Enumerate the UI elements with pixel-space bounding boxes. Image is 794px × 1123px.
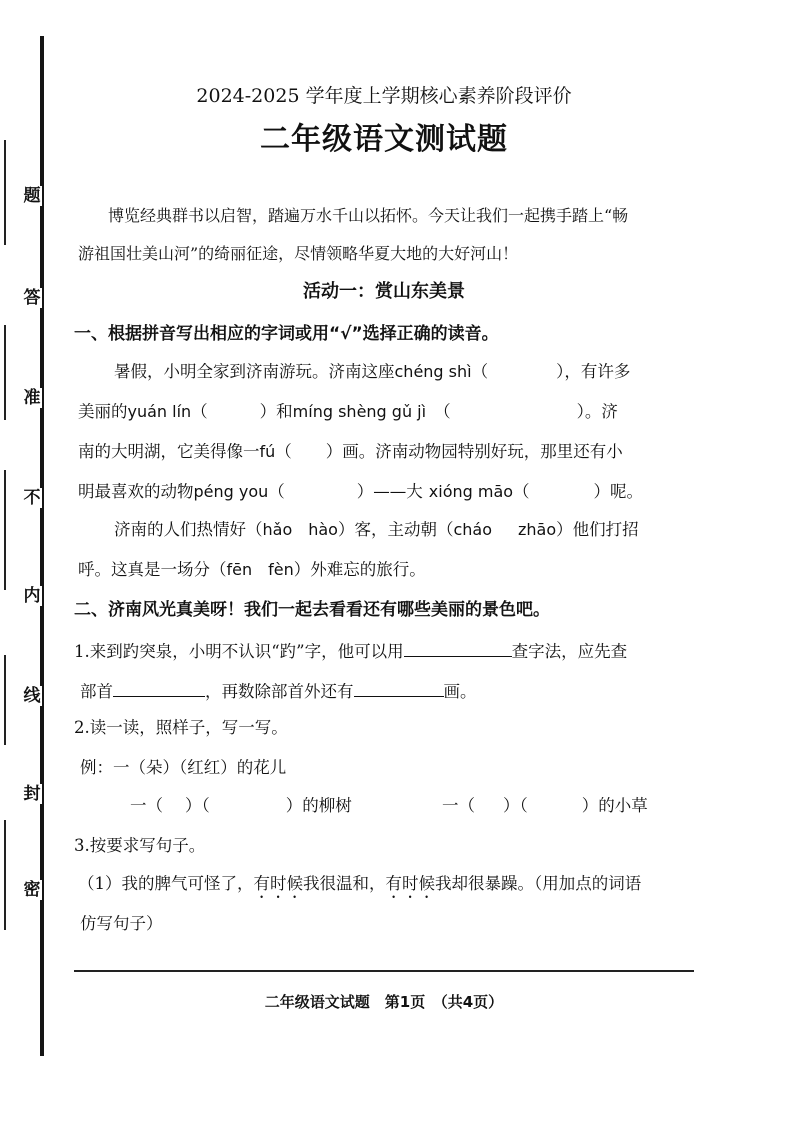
paren: （ — [191, 402, 208, 421]
answer-blank[interactable] — [354, 678, 444, 697]
pinyin: chéng shì — [394, 362, 472, 381]
reading-option[interactable]: fēn — [226, 560, 253, 579]
example-line: 例：一（朵）（红红）的花儿 — [80, 758, 287, 777]
paren: （ — [513, 482, 530, 501]
term-title: 2024-2025 学年度上学期核心素养阶段评价 — [196, 85, 572, 107]
seal-char: 密 — [23, 880, 41, 900]
paren: （ — [434, 402, 451, 421]
text: ）。济 — [576, 402, 618, 421]
question-title: 3.按要求写句子。 — [74, 836, 206, 855]
seal-char: 准 — [23, 388, 41, 408]
exam-page — [74, 0, 694, 1123]
text: ）画。济南动物园特别好玩，那里还有小 — [325, 442, 623, 461]
pinyin: míng shèng gǔ jì — [292, 402, 427, 421]
seal-char: 内 — [23, 586, 41, 606]
question-line — [80, 678, 477, 704]
fill-line — [130, 794, 352, 818]
text: 南的大明湖，它美得像一 — [78, 442, 260, 461]
text: 一（ — [442, 796, 475, 815]
pinyin: fú — [259, 442, 276, 461]
question-title: 2.读一读，照样子，写一写。 — [74, 718, 288, 737]
text: 一（ — [130, 796, 163, 815]
text: 我却很暴躁。（用加点的词语 — [435, 874, 642, 893]
reading-option[interactable]: hǎo — [262, 520, 293, 539]
seal-char: 答 — [23, 288, 41, 308]
answer-blank[interactable] — [404, 638, 512, 657]
dotted-word: 有时候 — [385, 874, 435, 893]
text: ）——大 — [356, 482, 423, 501]
text: ）外难忘的旅行。 — [293, 560, 426, 579]
seal-char: 线 — [23, 686, 41, 706]
pinyin: xióng māo — [428, 482, 514, 501]
margin-rule — [4, 820, 6, 930]
intro-line: 博览经典群书以启智，踏遍万水千山以拓怀。今天让我们一起携手踏上“畅 — [108, 206, 629, 225]
activity-title: 活动一：赏山东美景 — [303, 281, 465, 302]
text: 查字法，应先查 — [511, 642, 628, 661]
seal-char: 封 — [23, 784, 41, 804]
text: 部首 — [80, 682, 113, 701]
pinyin-line — [78, 440, 623, 464]
pinyin-line — [78, 480, 643, 504]
question-line — [78, 872, 641, 902]
question-line — [74, 638, 627, 664]
text: 美丽的 — [78, 402, 128, 421]
pinyin: péng you — [193, 482, 269, 501]
fill-line — [442, 794, 648, 818]
margin-rule — [4, 140, 6, 245]
text: ）客，主动朝（ — [337, 520, 454, 539]
answer-blank[interactable] — [113, 678, 205, 697]
text: （1）我的脾气可怪了， — [78, 874, 254, 893]
margin-rule — [4, 470, 6, 590]
footer-rule — [74, 970, 694, 972]
text: 明最喜欢的动物 — [78, 482, 194, 501]
margin-rule — [4, 325, 6, 420]
text: ），有许多 — [556, 362, 631, 381]
paren: （ — [268, 482, 285, 501]
choice-line — [78, 558, 426, 582]
question-line: 仿写句子） — [80, 914, 163, 933]
margin-rule — [4, 655, 6, 745]
text: 画。 — [443, 682, 477, 701]
dotted-word: 有时候 — [253, 874, 303, 893]
page-title: 二年级语文测试题 — [260, 122, 508, 157]
section-heading: 二、济南风光真美呀！我们一起去看看还有哪些美丽的景色吧。 — [74, 600, 550, 620]
intro-line: 游祖国壮美山河”的绮丽征途，尽情领略华夏大地的大好河山！ — [78, 244, 519, 263]
pinyin-line — [78, 400, 618, 424]
text: ）他们打招 — [556, 520, 639, 539]
text: ）的柳树 — [285, 796, 352, 815]
choice-line — [114, 518, 639, 542]
text: ）和 — [259, 402, 293, 421]
reading-option[interactable]: zhāo — [518, 520, 557, 539]
reading-option[interactable]: cháo — [453, 520, 492, 539]
text: 1.来到趵突泉，小明不认识“趵”字，他可以用 — [74, 642, 404, 661]
page-footer: 二年级语文试题 第1页 （共4页） — [264, 993, 504, 1011]
seal-char: 不 — [23, 488, 41, 508]
text: ）（ — [185, 796, 210, 815]
text: 呼。这真是一场分（ — [78, 560, 227, 579]
seal-char: 题 — [23, 186, 41, 206]
text: 我很温和， — [303, 874, 386, 893]
text: ，再数除部首外还有 — [205, 682, 354, 701]
paren: （ — [471, 362, 489, 381]
text: ）（ — [503, 796, 528, 815]
text: 济南的人们热情好（ — [114, 520, 263, 539]
reading-option[interactable]: hào — [308, 520, 338, 539]
paren: （ — [275, 442, 292, 461]
binding-margin — [0, 0, 60, 1123]
text: ）呢。 — [593, 482, 644, 501]
pinyin-line — [114, 360, 630, 384]
text: 暑假，小明全家到济南游玩。济南这座 — [114, 362, 395, 381]
reading-option[interactable]: fèn — [268, 560, 294, 579]
pinyin: yuán lín — [127, 402, 192, 421]
section-heading: 一、根据拼音写出相应的字词或用“√”选择正确的读音。 — [74, 324, 499, 344]
text: ）的小草 — [581, 796, 648, 815]
